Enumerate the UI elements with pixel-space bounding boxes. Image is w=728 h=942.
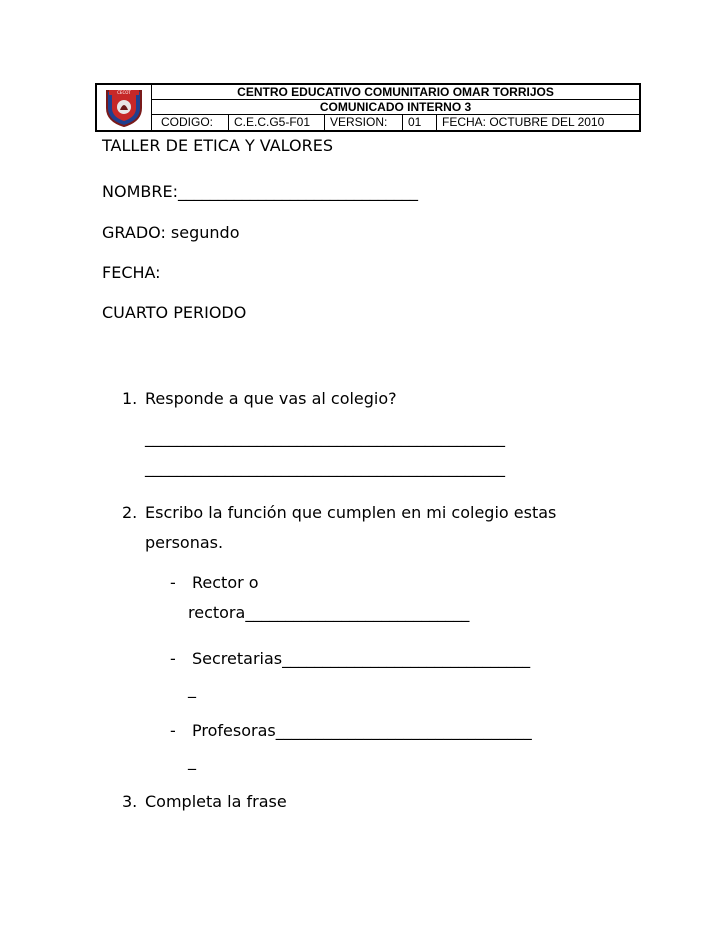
q2-item-dash: - xyxy=(170,573,176,592)
q3-text: Completa la frase xyxy=(145,792,287,811)
q2-item-secretarias-l2: _ xyxy=(188,679,196,698)
q2-number: 2. xyxy=(122,503,138,522)
logo-cell xyxy=(97,85,152,130)
q2-item-rector-l1: Rector o xyxy=(192,573,259,592)
q2-item-secretarias-l1: Secretarias_______________________________ xyxy=(192,649,531,668)
q2-text-line-2: personas. xyxy=(145,533,224,552)
fecha-field: FECHA: xyxy=(102,263,161,282)
svg-text:CECOT: CECOT xyxy=(117,89,131,95)
q1-answer-line-1: _____________________________________________ xyxy=(145,428,505,447)
nombre-field: NOMBRE:______________________________ xyxy=(102,182,418,201)
version-label: VERSION: xyxy=(324,115,402,130)
q1-number: 1. xyxy=(122,389,138,408)
periodo-field: CUARTO PERIODO xyxy=(102,303,247,322)
school-crest-icon xyxy=(103,88,145,128)
q2-item-rector-l2: rectora____________________________ xyxy=(188,603,470,622)
q1-text: Responde a que vas al colegio? xyxy=(145,389,397,408)
page-title: TALLER DE ETICA Y VALORES xyxy=(102,136,333,155)
grado-field: GRADO: segundo xyxy=(102,223,240,242)
version-value: 01 xyxy=(402,115,436,130)
q2-item-dash: - xyxy=(170,721,176,740)
codigo-value: C.E.C.G5-F01 xyxy=(228,115,324,130)
q1-answer-line-2: _____________________________________________ xyxy=(145,458,505,477)
q2-text-line-1: Escribo la función que cumplen en mi colegio estas xyxy=(145,503,557,522)
document-name: COMUNICADO INTERNO 3 xyxy=(152,100,639,115)
school-name: CENTRO EDUCATIVO COMUNITARIO OMAR TORRIJOS xyxy=(152,85,639,100)
fecha-value: FECHA: OCTUBRE DEL 2010 xyxy=(436,115,639,130)
q3-number: 3. xyxy=(122,792,138,811)
header-table xyxy=(95,83,641,132)
q2-item-profesoras-l1: Profesoras________________________________ xyxy=(192,721,532,740)
q2-item-dash: - xyxy=(170,649,176,668)
codigo-label: CODIGO: xyxy=(161,115,214,129)
q2-item-profesoras-l2: _ xyxy=(188,751,196,770)
code-row xyxy=(152,115,639,130)
